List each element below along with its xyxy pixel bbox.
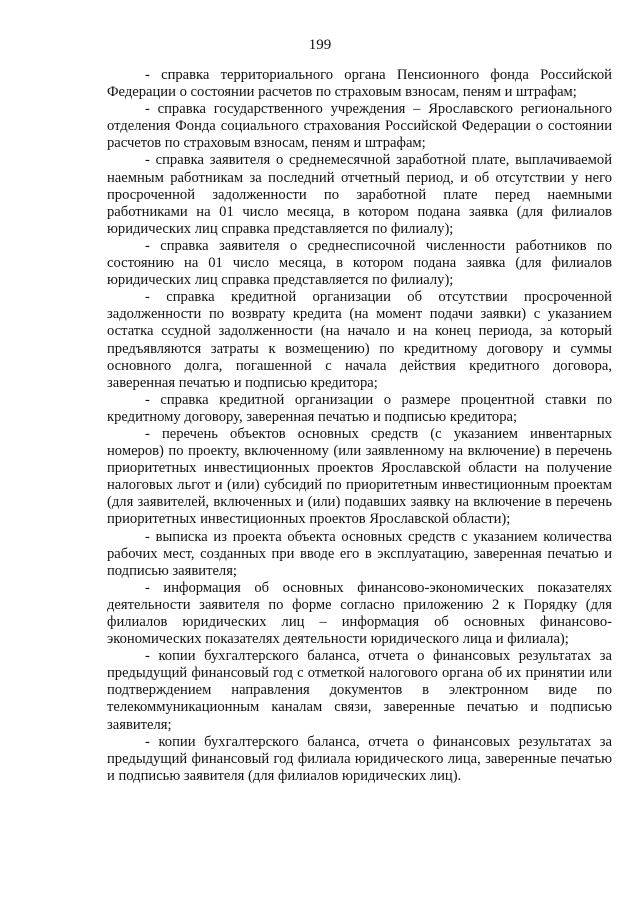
list-item: - перечень объектов основных средств (с указанием инвентарных номеров) по проекту, включенному (или заявленному на включение) в перечень приоритетных инвестиционных проектов Ярославской области на получение налоговых льгот и (или) субсидий по приоритетным инвестиционным проектам (для заявителей, включенных и (или) подавших заявку на включение в перечень приоритетных инвестиционных проектов Ярославской области);	[107, 425, 612, 528]
document-body	[107, 67, 612, 785]
list-item: - справка кредитной организации об отсутствии просроченной задолженности по возврату кредита (на момент подачи заявки) с указанием остатка ссудной задолженности (на начало и на конец периода, за который предъявляются затраты к возмещению) по кредитному договору и суммы основного долга, погашенной с начала действия кредитного договора, заверенная печатью и подписью кредитора;	[107, 289, 612, 391]
list-item: - справка заявителя о среднемесячной заработной плате, выплачиваемой наемным работникам за последний отчетный период, и об отсутствии у него просроченной задолженности по заработной плате перед наемными работниками на 01 число месяца, в котором подана заявка (для филиалов юридических лиц справка представляется по филиалу);	[107, 152, 612, 237]
list-item: - выписка из проекта объекта основных средств с указанием количества рабочих мест, созданных при вводе его в эксплуатацию, заверенная печатью и подписью заявителя;	[107, 528, 612, 579]
list-item: - справка кредитной организации о размере процентной ставки по кредитному договору, заверенная печатью и подписью кредитора;	[107, 391, 612, 425]
list-item: - информация об основных финансово-экономических показателях деятельности заявителя по форме согласно приложению 2 к Порядку (для филиалов юридических лиц – информация об основных финансово-экономических показателях деятельности юридического лица и филиала);	[107, 579, 612, 648]
list-item: - справка территориального органа Пенсионного фонда Российской Федерации о состоянии расчетов по страховым взносам, пеням и штрафам;	[107, 67, 612, 101]
page-number: 199	[308, 37, 332, 53]
list-item: - справка государственного учреждения – Ярославского регионального отделения Фонда социального страхования Российской Федерации о состоянии расчетов по страховым взносам, пеням и штрафам;	[107, 101, 612, 152]
list-item: - копии бухгалтерского баланса, отчета о финансовых результатах за предыдущий финансовый год с отметкой налогового органа об их принятии или подтверждением направления документов в электронном виде по телекоммуникационным каналам связи, заверенные печатью и подписью заявителя;	[107, 648, 612, 733]
list-item: - справка заявителя о среднесписочной численности работников по состоянию на 01 число месяца, в котором подана заявка (для филиалов юридических лиц справка представляется по филиалу);	[107, 237, 612, 289]
list-item: - копии бухгалтерского баланса, отчета о финансовых результатах за предыдущий финансовый год филиала юридического лица, заверенные печатью и подписью заявителя (для филиалов юридических лиц).	[107, 733, 612, 784]
